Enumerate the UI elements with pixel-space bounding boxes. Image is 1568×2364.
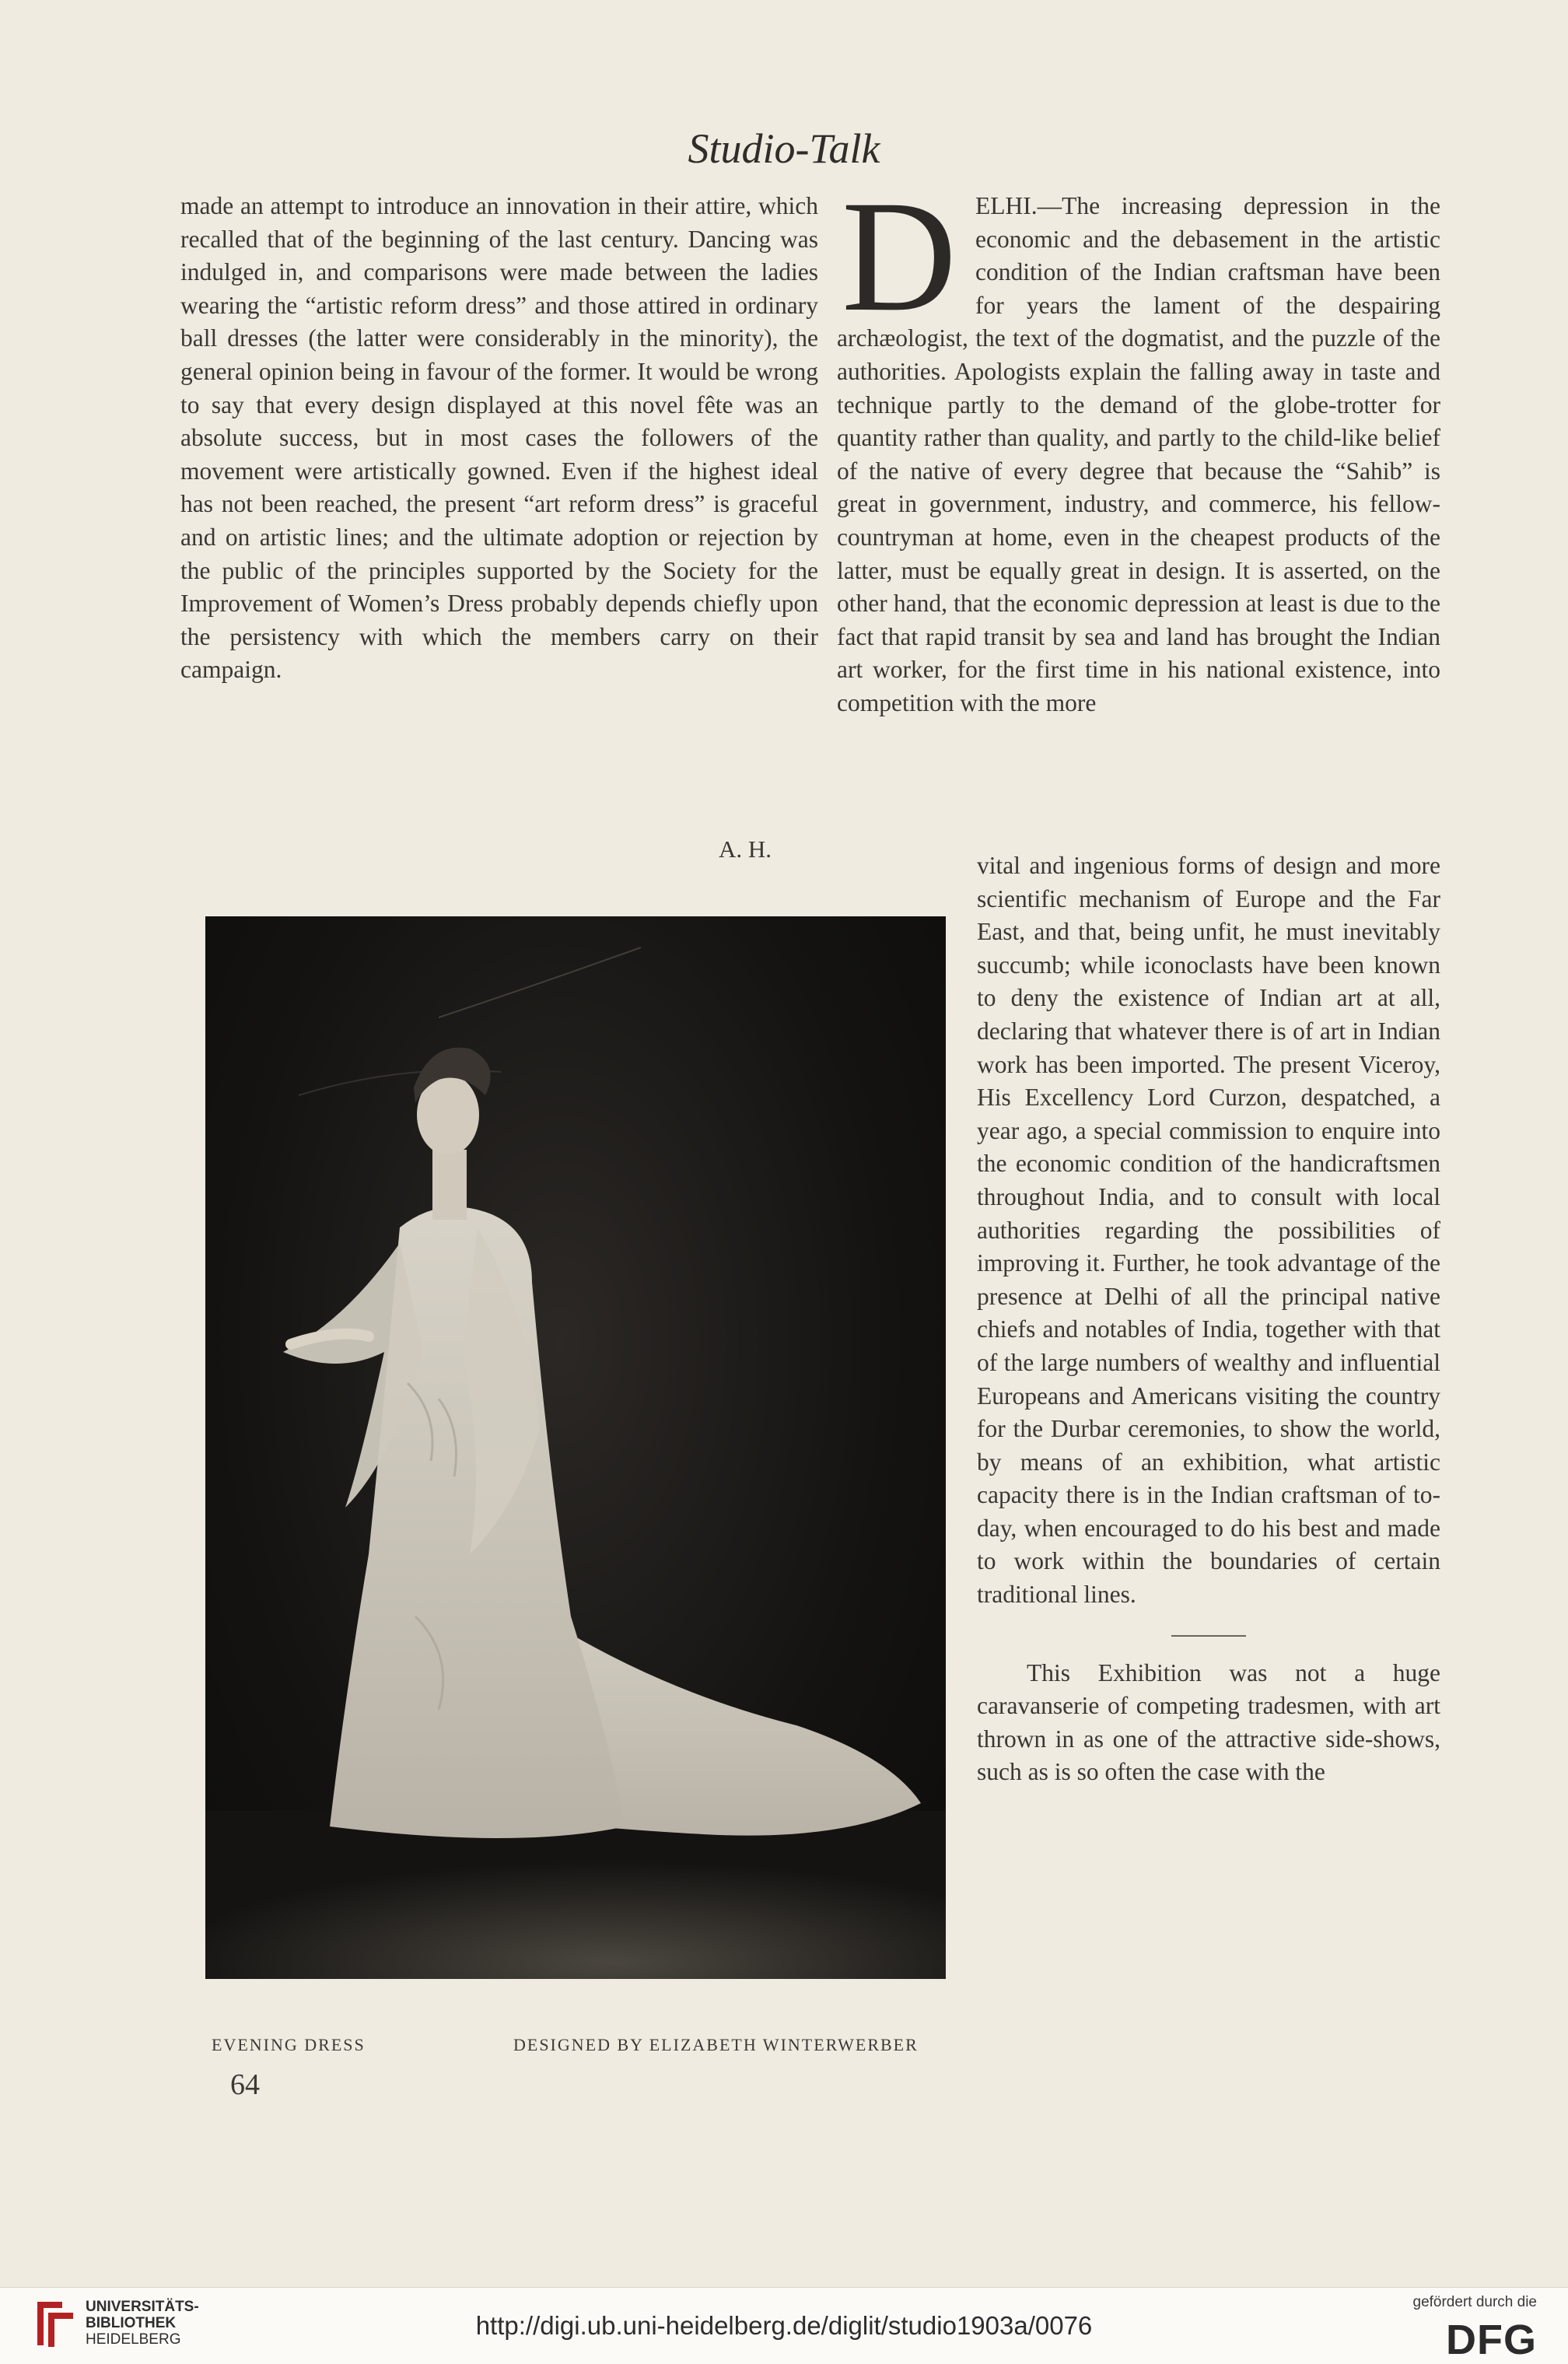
funded-by-text: gefördert durch die bbox=[1412, 2294, 1537, 2310]
source-url[interactable]: http://digi.ub.uni-heidelberg.de/diglit/studio1903a/0076 bbox=[475, 2311, 1093, 2340]
section-divider bbox=[1171, 1635, 1246, 1637]
page-number: 64 bbox=[230, 2068, 260, 2101]
right-paragraph-continued: vital and ingenious forms of design and more scientific mechanism of Europe and the Far East, and that, being unfit, he must inevitably succumb; while iconoclasts have been known to deny the existence of Indian art at all, declaring that whatever there is of art in Indian work has been imported. The present Viceroy, His Excellency Lord Curzon, despatched, a year ago, a special commission to enquire into the economic condition of the handicraftsmen throughout India, and to consult with local authorities regarding the possibilities of improving it. Further, he took advantage of the presence at Delhi of all the principal native chiefs and notables of India, together with that of the large numbers of wealthy and influential Europeans and Americans visiting the country for the Durbar ceremonies, to show the world, by means of an exhibition, what artistic capacity there is in the Indian craftsman of to-day, when encouraged to do his best and made to work within the boundaries of certain traditional lines. bbox=[977, 852, 1440, 1609]
caption-credit: DESIGNED BY ELIZABETH WINTERWERBER bbox=[513, 2035, 919, 2054]
library-line-2: BIBLIOTHEK bbox=[86, 2315, 177, 2331]
running-title: Studio-Talk bbox=[688, 125, 880, 172]
right-column-continued bbox=[977, 849, 1440, 1789]
library-line-3: HEIDELBERG bbox=[86, 2331, 181, 2348]
footer-bar bbox=[0, 2287, 1568, 2364]
library-line-1: UNIVERSITÄTS- bbox=[86, 2299, 199, 2315]
left-column bbox=[180, 190, 818, 687]
rug-floor bbox=[205, 1811, 946, 1979]
right-paragraph-top-text: ELHI.—The increasing depression in the economic and the debasement in the artistic condition of the Indian craftsman have been for years the lament of the despairing archæologist, the text of the dogmatist, and the puzzle of the authorities. Apologists explain the falling away in taste and technique partly to the demand of the globe-trotter for quantity rather than quality, and partly to the child-like belief of the native of every degree that because the “Sahib” is great in government, industry, and commerce, his fellow-countryman at home, even in the cheapest products of the latter, must be equally great in design. It is asserted, on the other hand, that the economic depression at least is due to the fact that rapid transit by sea and land has brought the Indian art worker, for the first time in his national existence, into competition with the more bbox=[837, 192, 1440, 716]
left-paragraph: made an attempt to introduce an innovation in their attire, which recalled that of the beginning of the last century. Dancing was indulged in, and comparisons were made between the ladies wearing the “artistic reform dress” and those attired in ordinary ball dresses (the latter were considerably in the minority), the general opinion being in favour of the former. It would be wrong to say that every design displayed at this novel fête was an absolute success, but in most cases the followers of the movement were artistically gowned. Even if the highest ideal has not been reached, the present “art reform dress” is graceful and on artistic lines; and the ultimate adoption or rejection by the public of the principles supported by the Society for the Improvement of Women’s Dress probably depends chiefly upon the persistency with which the members carry on their campaign. bbox=[180, 192, 818, 684]
right-paragraph-second: This Exhibition was not a huge caravanserie of competing tradesmen, with art thrown in as one of the attractive side-shows, such as is so often the case with the bbox=[977, 1658, 1440, 1786]
drop-cap: D bbox=[842, 168, 957, 345]
caption-title: EVENING DRESS bbox=[212, 2035, 366, 2054]
evening-dress-photograph bbox=[205, 916, 946, 1979]
author-signature: A. H. bbox=[718, 835, 772, 863]
right-column bbox=[837, 168, 1440, 720]
photo-illustration bbox=[205, 916, 946, 1979]
right-paragraph-top bbox=[837, 168, 1440, 720]
high-collar bbox=[432, 1150, 467, 1220]
dfg-logo: DFG bbox=[1446, 2317, 1537, 2363]
